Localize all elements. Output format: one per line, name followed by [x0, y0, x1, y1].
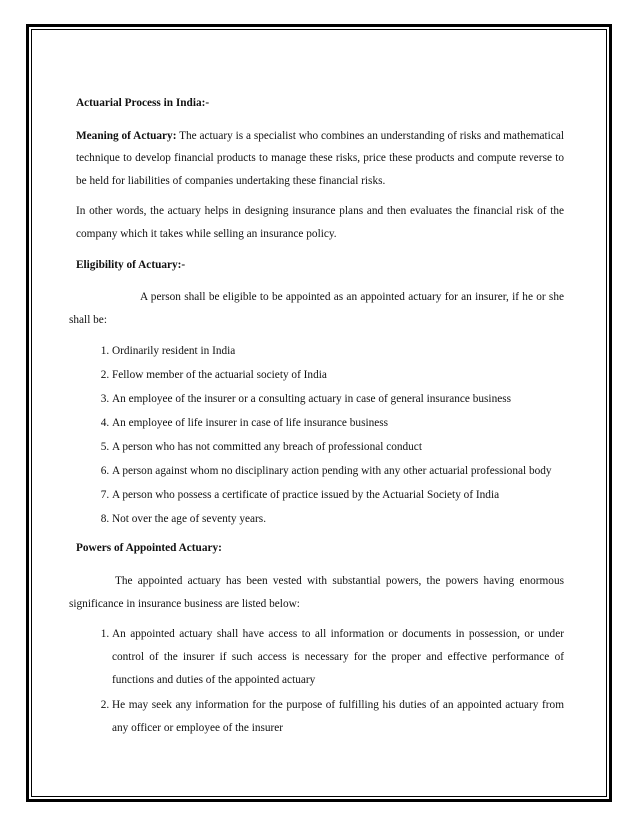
list-item: 5. A person who has not committed any breach of professional conduct: [112, 435, 564, 459]
list-item: 2. Fellow member of the actuarial society of India: [112, 363, 564, 387]
list-item: 6. A person against whom no disciplinary action pending with any other actuarial professional body: [112, 459, 564, 483]
meaning-paragraph: [76, 125, 564, 193]
list-item: 2. He may seek any information for the purpose of fulfilling his duties of an appointed actuary from any officer or employee of the insurer: [112, 694, 564, 740]
list-item: 7. A person who possess a certificate of practice issued by the Actuarial Society of India: [112, 483, 564, 507]
list-item: 4. An employee of life insurer in case of life insurance business: [112, 411, 564, 435]
list-item: 8. Not over the age of seventy years.: [112, 507, 564, 531]
document-body: [69, 92, 564, 746]
eligibility-intro: A person shall be eligible to be appointed as an appointed actuary for an insurer, if he or she shall be:: [69, 291, 564, 326]
powers-intro: The appointed actuary has been vested with substantial powers, the powers having enormous significance in insurance business are listed below:: [69, 574, 564, 610]
list-item: 1. Ordinarily resident in India: [112, 339, 564, 363]
eligibility-heading: Eligibility of Actuary:-: [76, 258, 186, 271]
other-words-paragraph: In other words, the actuary helps in designing insurance plans and then evaluates the financial risk of the company which it takes while selling an insurance policy.: [76, 205, 564, 240]
eligibility-list: [76, 339, 564, 531]
list-item: 1. An appointed actuary shall have access to all information or documents in possession, or under control of the insurer if such access is necessary for the proper and effective performance of functions and duties of the appointed actuary: [112, 623, 564, 692]
meaning-label: Meaning of Actuary:: [76, 129, 177, 142]
section-title: Actuarial Process in India:-: [76, 97, 210, 109]
powers-heading: Powers of Appointed Actuary:: [76, 542, 222, 555]
powers-list: [76, 623, 564, 740]
list-item: 3. An employee of the insurer or a consulting actuary in case of general insurance business: [112, 387, 564, 411]
meaning-text: The actuary is a specialist who combines an understanding of risks and mathematical technique to develop financial products to manage these risks, price these products and compute reverse to be held for liabilities of companies undertaking these financial risks.: [76, 129, 564, 187]
